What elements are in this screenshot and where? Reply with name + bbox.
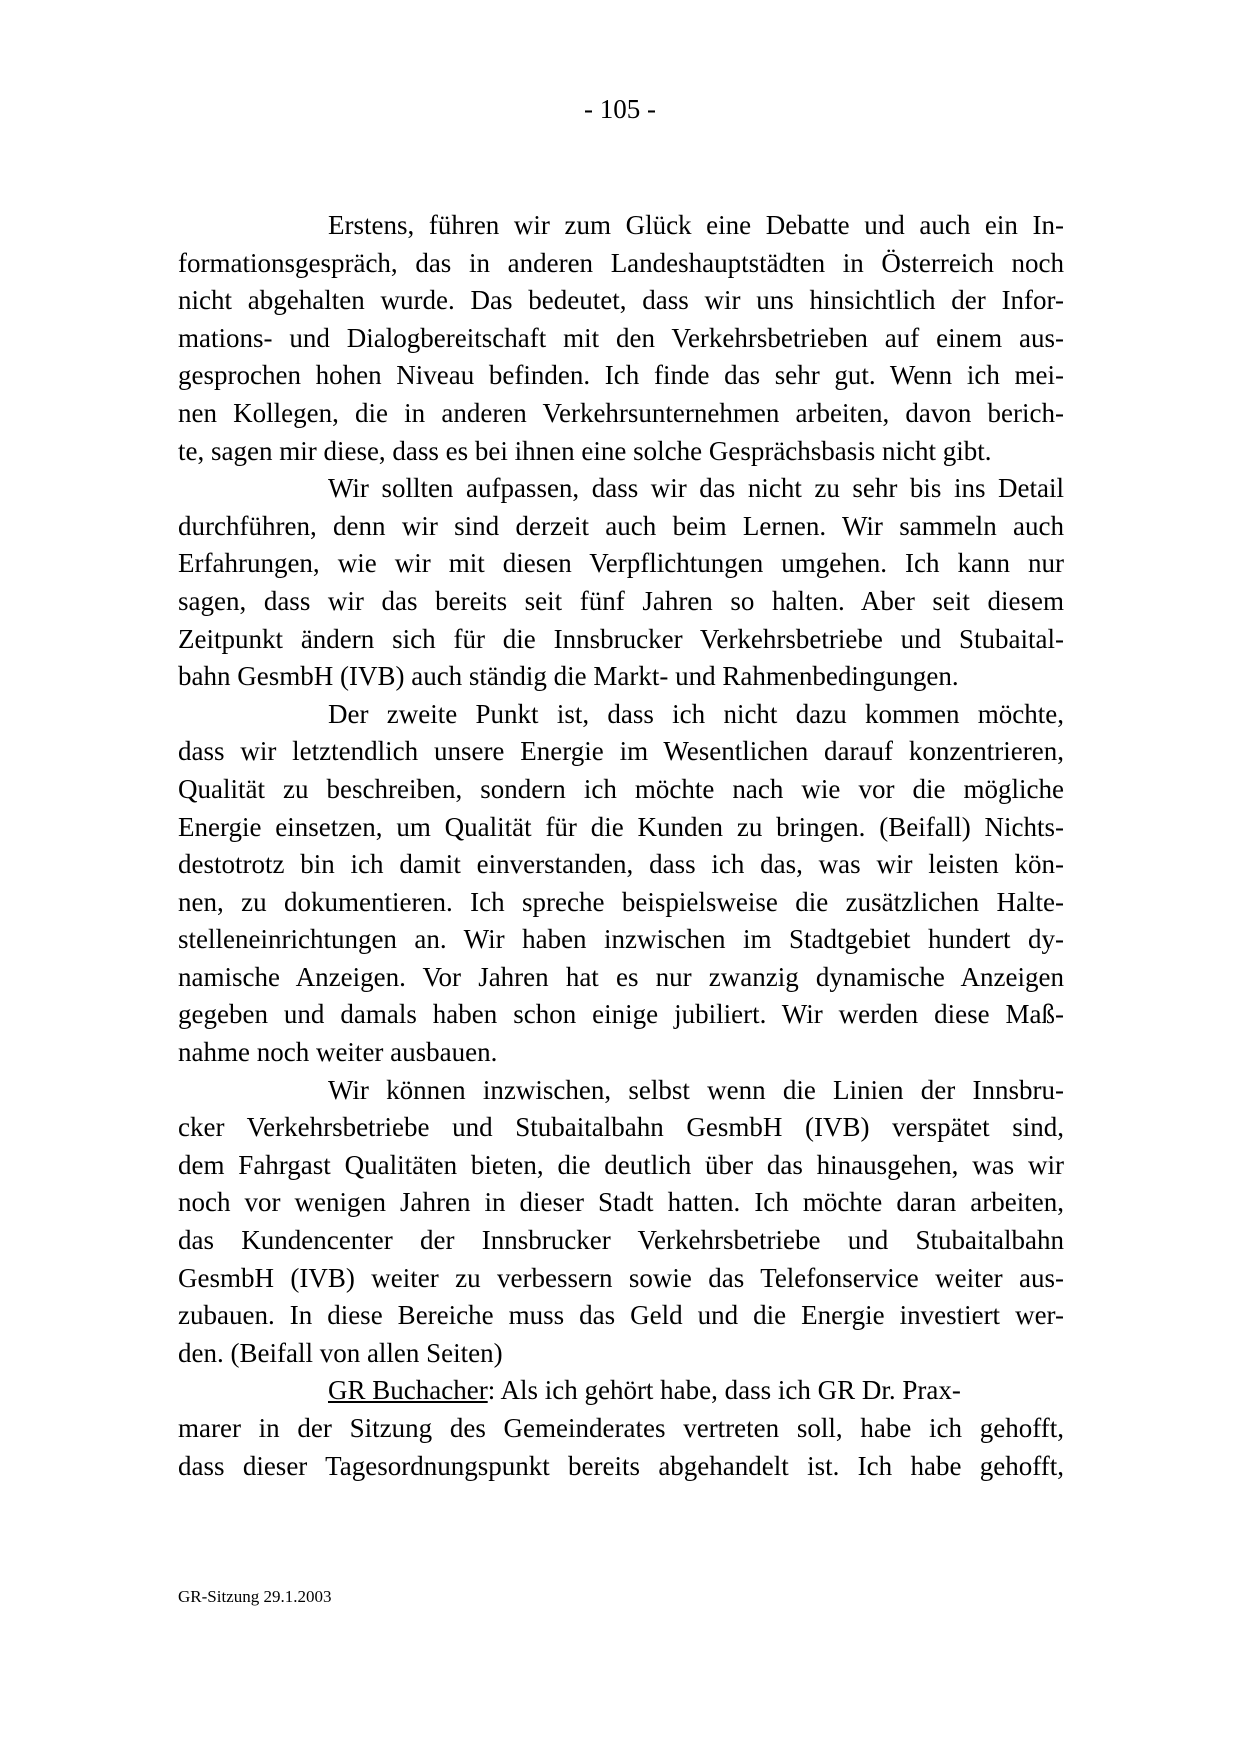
text-line: cker Verkehrsbetriebe und Stubaitalbahn GesmbH (IVB) verspätet sind, xyxy=(178,1112,1064,1143)
text-line: den. (Beifall von allen Seiten) xyxy=(178,1337,503,1368)
text-line xyxy=(178,1372,1064,1410)
document-body xyxy=(178,207,1064,1485)
text-line: gegeben und damals haben schon einige jubiliert. Wir werden diese Maß- xyxy=(178,999,1064,1030)
text-line: Erfahrungen, wie wir mit diesen Verpflichtungen umgehen. Ich kann nur xyxy=(178,548,1064,579)
text-line: destotrotz bin ich damit einverstanden, dass ich das, was wir leisten kön- xyxy=(178,849,1064,880)
page-number: - 105 - xyxy=(584,94,656,124)
text-line: mations- und Dialogbereitschaft mit den Verkehrsbetrieben auf einem aus- xyxy=(178,322,1064,353)
text-line: Zeitpunkt ändern sich für die Innsbrucker Verkehrsbetriebe und Stubaital- xyxy=(178,623,1064,654)
speaker-name: GR Buchacher xyxy=(328,1375,488,1406)
text-line: Qualität zu beschreiben, sondern ich möchte nach wie vor die mögliche xyxy=(178,773,1064,804)
paragraph xyxy=(178,470,1064,696)
text-line: Wir können inzwischen, selbst wenn die Linien der Innsbru- xyxy=(328,1074,1064,1105)
text-line: Erstens, führen wir zum Glück eine Debatte und auch ein In- xyxy=(328,210,1064,240)
text-line: Wir sollten aufpassen, dass wir das nicht zu sehr bis ins Detail xyxy=(328,473,1064,504)
text-line: das Kundencenter der Innsbrucker Verkehrsbetriebe und Stubaitalbahn xyxy=(178,1225,1064,1256)
paragraph xyxy=(178,1072,1064,1373)
text-line: nen, zu dokumentieren. Ich spreche beispielsweise die zusätzlichen Halte- xyxy=(178,886,1064,917)
text-line: GesmbH (IVB) weiter zu verbessern sowie das Telefonservice weiter aus- xyxy=(178,1262,1064,1293)
text-line: nahme noch weiter ausbauen. xyxy=(178,1037,498,1068)
text-line: durchführen, denn wir sind derzeit auch beim Lernen. Wir sammeln auch xyxy=(178,510,1064,541)
text-line: marer in der Sitzung des Gemeinderates vertreten soll, habe ich gehofft, xyxy=(178,1413,1064,1443)
speech-paragraph xyxy=(178,1372,1064,1485)
text-line: nicht abgehalten wurde. Das bedeutet, dass wir uns hinsichtlich der Infor- xyxy=(178,285,1064,316)
text-line: namische Anzeigen. Vor Jahren hat es nur zwanzig dynamische Anzeigen xyxy=(178,961,1064,992)
footer: GR-Sitzung 29.1.2003 xyxy=(178,1587,332,1606)
text-line: sagen, dass wir das bereits seit fünf Jahren so halten. Aber seit diesem xyxy=(178,585,1064,616)
text-line: zubauen. In diese Bereiche muss das Geld und die Energie investiert wer- xyxy=(178,1300,1064,1331)
paragraph xyxy=(178,696,1064,1072)
text-line: dem Fahrgast Qualitäten bieten, die deutlich über das hinausgehen, was wir xyxy=(178,1149,1064,1180)
paragraph xyxy=(178,207,1064,470)
text-line: gesprochen hohen Niveau befinden. Ich finde das sehr gut. Wenn ich mei- xyxy=(178,360,1064,391)
text-line: Energie einsetzen, um Qualität für die Kunden zu bringen. (Beifall) Nichts- xyxy=(178,811,1064,842)
text-line: Der zweite Punkt ist, dass ich nicht dazu kommen möchte, xyxy=(328,698,1064,729)
speech-text: : Als ich gehört habe, dass ich GR Dr. Prax- xyxy=(487,1375,961,1406)
text-line: dass dieser Tagesordnungspunkt bereits abgehandelt ist. Ich habe gehofft, xyxy=(178,1450,1064,1481)
text-line: noch vor wenigen Jahren in dieser Stadt hatten. Ich möchte daran arbeiten, xyxy=(178,1187,1064,1218)
text-line: bahn GesmbH (IVB) auch ständig die Markt- und Rahmenbedingungen. xyxy=(178,661,959,692)
text-line: stelleneinrichtungen an. Wir haben inzwischen im Stadtgebiet hundert dy- xyxy=(178,924,1064,955)
text-line: formationsgespräch, das in anderen Landeshauptstädten in Österreich noch xyxy=(178,247,1064,278)
text-line: nen Kollegen, die in anderen Verkehrsunternehmen arbeiten, davon berich- xyxy=(178,397,1064,428)
text-line: te, sagen mir diese, dass es bei ihnen eine solche Gesprächsbasis nicht gibt. xyxy=(178,435,992,466)
text-line: dass wir letztendlich unsere Energie im Wesentlichen darauf konzentrieren, xyxy=(178,736,1064,767)
